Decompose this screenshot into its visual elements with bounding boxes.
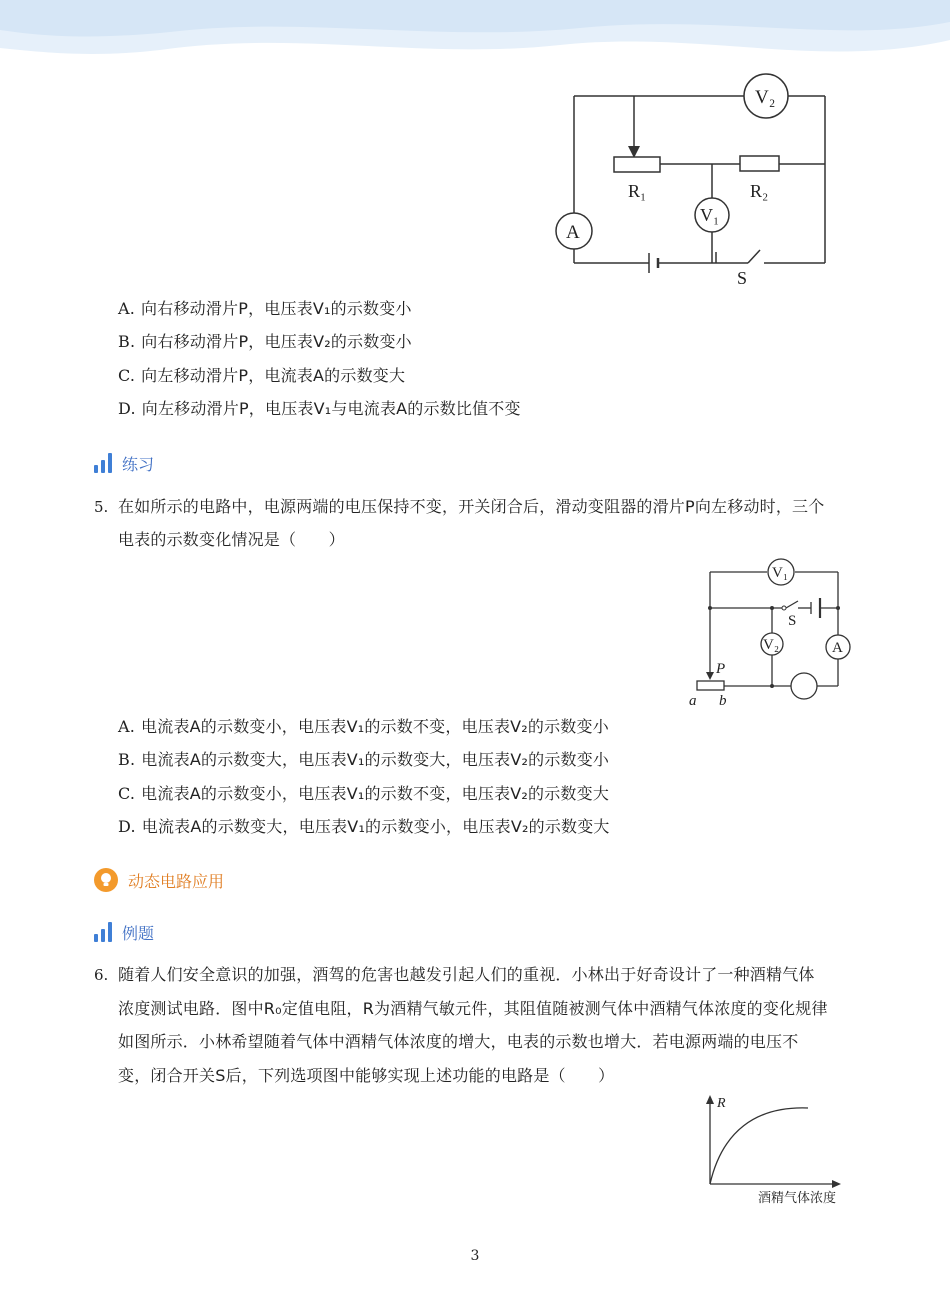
q4-option-a: [118, 299, 412, 319]
option-letter: C.: [118, 366, 136, 385]
x-axis-label: 酒精气体浓度: [758, 1191, 837, 1206]
bar-chart-icon: [94, 922, 112, 942]
q6-text-line4: 变，闭合开关S后，下列选项图中能够实现上述功能的电路是（ ）: [118, 1066, 615, 1085]
q6-text-line3: 如图所示．小林希望随着气体中酒精气体浓度的增大，电表的示数也增大．若电源两端的电压不: [118, 1032, 799, 1051]
q6-number: 6.: [94, 966, 109, 984]
section-label: 练习: [122, 454, 155, 474]
circuit-diagram-1: [548, 70, 848, 295]
q5-option-a: [118, 717, 609, 737]
slider-p-label: P: [716, 661, 726, 677]
section-practice: [94, 451, 154, 475]
section-example: [94, 920, 154, 944]
page-number: 3: [470, 1248, 480, 1264]
option-text: 向右移动滑片P，电压表V₂的示数变小: [141, 332, 412, 351]
end-b-label: b: [719, 693, 727, 709]
r-curve: [710, 1108, 808, 1184]
option-letter: D.: [118, 399, 136, 418]
q5-text-line1: 在如所示的电路中，电源两端的电压保持不变，开关闭合后，滑动变阻器的滑片P向左移动时，三个: [118, 497, 825, 516]
option-letter: C.: [118, 784, 136, 803]
q5-option-d: [118, 817, 610, 837]
q6-text-line2: 浓度测试电路．图中R₀定值电阻，R为酒精气敏元件，其阻值随被测气体中酒精气体浓度的变化规律: [118, 999, 828, 1018]
bar-chart-icon: [94, 453, 112, 473]
v1-label: V₁: [772, 565, 789, 581]
option-text: 向右移动滑片P，电压表V₁的示数变小: [141, 299, 412, 318]
resistance-concentration-graph: [700, 1092, 860, 1212]
y-axis-label: R: [717, 1096, 726, 1111]
q5-option-c: [118, 784, 609, 804]
v2-label: V₂: [763, 637, 780, 653]
q5-number: 5.: [94, 498, 109, 516]
switch-label: S: [737, 268, 748, 288]
section-label: 动态电路应用: [128, 871, 225, 891]
section-label: 例题: [122, 923, 155, 943]
q4-option-c: [118, 366, 405, 386]
option-text: 电流表A的示数变小，电压表V₁的示数不变，电压表V₂的示数变小: [141, 717, 609, 736]
r1-label: R₁: [628, 181, 647, 201]
option-text: 向左移动滑片P，电压表V₁与电流表A的示数比值不变: [141, 399, 521, 418]
option-letter: A.: [118, 717, 136, 736]
q6-text-line1: 随着人们安全意识的加强，酒驾的危害也越发引起人们的重视．小林出于好奇设计了一种酒精气体: [118, 965, 815, 984]
q4-option-d: [118, 399, 521, 419]
option-letter: A.: [118, 299, 136, 318]
r2-label: R₂: [750, 181, 769, 201]
v1-label: V₁: [700, 205, 720, 225]
option-text: 向左移动滑片P，电流表A的示数变大: [141, 366, 406, 385]
end-a-label: a: [689, 693, 697, 709]
lightbulb-icon: [94, 868, 118, 892]
option-text: 电流表A的示数变大，电压表V₁的示数变大，电压表V₂的示数变小: [141, 750, 610, 769]
option-letter: B.: [118, 750, 136, 769]
q5-text-line2: 电表的示数变化情况是（ ）: [118, 530, 345, 549]
option-letter: D.: [118, 817, 136, 836]
ammeter-label: A: [832, 640, 843, 656]
option-text: 电流表A的示数变大，电压表V₁的示数变小，电压表V₂的示数变大: [141, 817, 610, 836]
section-topic: [94, 868, 224, 892]
header-wave-decoration: [0, 0, 950, 70]
q5-option-b: [118, 750, 609, 770]
option-letter: B.: [118, 332, 136, 351]
circuit-diagram-2: [685, 555, 865, 715]
v2-label: V₂: [755, 87, 776, 108]
switch-label: S: [788, 613, 797, 629]
option-text: 电流表A的示数变小，电压表V₁的示数不变，电压表V₂的示数变大: [141, 784, 610, 803]
q4-option-b: [118, 332, 412, 352]
ammeter-label: A: [566, 222, 580, 243]
